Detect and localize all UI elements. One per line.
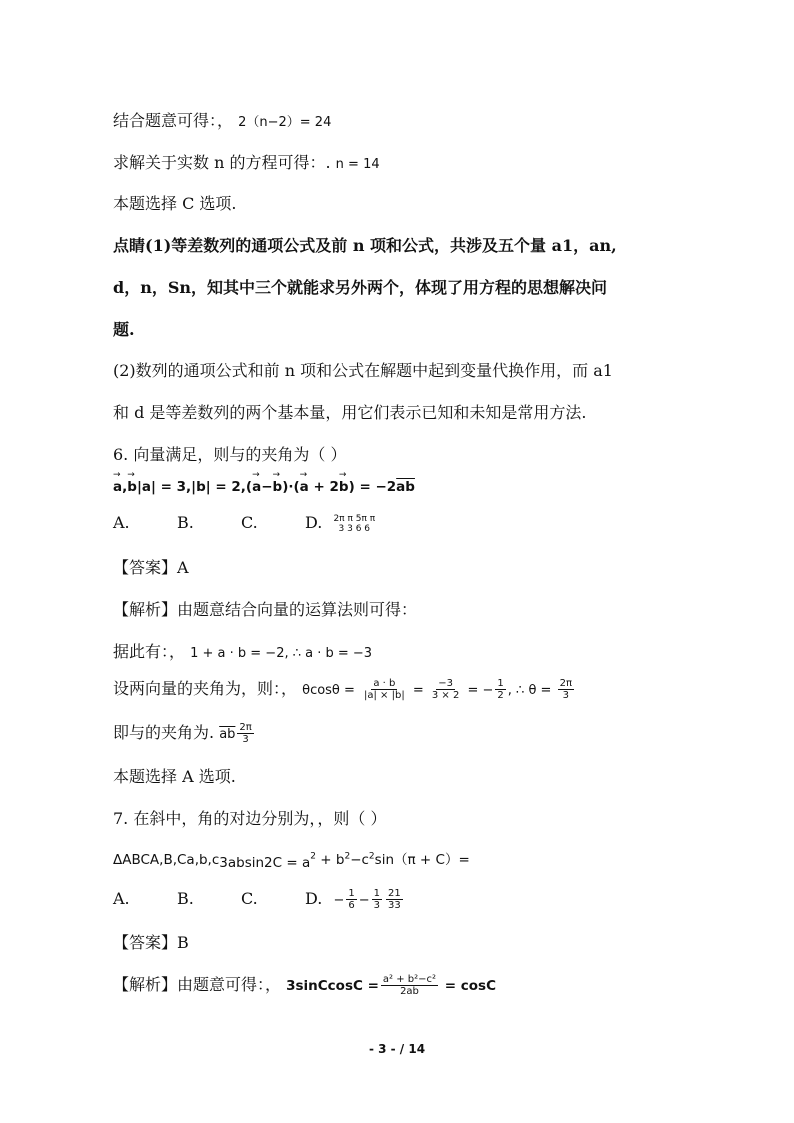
analysis-text: 【解析】由题意可得：， <box>113 975 282 994</box>
sup: 2 <box>310 851 316 862</box>
step-1-text: 据此有：， <box>113 642 186 661</box>
options-math <box>333 514 375 534</box>
options-math-top: 2π π 5π π <box>333 513 376 524</box>
cond-end: sin（π + C）= <box>374 852 470 868</box>
fraction-numerator: −3 <box>438 678 453 689</box>
analysis-math: 3sinCcosC = <box>286 978 379 994</box>
question-6-analysis: 【解析】由题意结合向量的运算法则可得： <box>113 600 418 619</box>
analysis-result: = cosC <box>440 978 496 994</box>
equals-negative: = − <box>463 683 494 698</box>
option-b: B. <box>177 889 194 908</box>
fraction-numerator: 2π <box>559 678 572 689</box>
tip-line-4: (2)数列的通项公式和前 n 项和公式在解题中起到变量代换作用，而 a1 <box>113 361 613 380</box>
neg-sign: − <box>333 893 345 908</box>
question-6-result <box>113 720 256 745</box>
fraction-numerator: a² + b²−c² <box>382 974 437 985</box>
tip-line-1: 点睛(1)等差数列的通项公式及前 n 项和公式，共涉及五个量 a1，an, <box>113 236 617 255</box>
fraction <box>381 974 438 997</box>
neg-sign: − <box>358 893 370 908</box>
minus: − <box>261 479 273 495</box>
tip-line-3: 题. <box>113 320 135 339</box>
line-2-math: n = 14 <box>335 157 380 172</box>
vec-b: → b <box>339 479 349 495</box>
options-math-bottom: 3 3 6 6 <box>338 523 371 534</box>
vec-a: → a <box>113 479 122 495</box>
vec-ab: $\overline{ab}$ <box>219 727 236 742</box>
eq-2: = 2,( <box>210 479 253 495</box>
question-6-condition <box>113 479 415 495</box>
fraction <box>430 678 461 701</box>
fraction-numerator: 1 <box>373 888 380 899</box>
question-7-answer: 【答案】B <box>113 933 189 952</box>
result-text: 即与的夹角为. <box>113 723 215 742</box>
fraction <box>386 888 403 911</box>
question-6-choice: 本题选择 A 选项. <box>113 767 236 786</box>
plus-2: + 2 <box>308 479 339 495</box>
line-2-text: 求解关于实数 n 的方程可得：. <box>113 153 331 172</box>
fraction-numerator: 1 <box>348 888 355 899</box>
question-6-answer: 【答案】A <box>113 558 189 577</box>
question-6-step-1 <box>113 639 372 662</box>
step-1-math: 1 + a · b = −2, ∴ a · b = −3 <box>190 646 373 661</box>
vec-a: → a <box>252 479 261 495</box>
question-7-condition <box>113 848 470 871</box>
option-b: B. <box>177 513 194 532</box>
cond-mid: + b <box>315 852 345 868</box>
line-2 <box>113 150 380 173</box>
fraction-numerator: 1 <box>497 678 504 689</box>
fraction-numerator: 21 <box>388 888 401 899</box>
vec-b: → b <box>273 479 283 495</box>
line-1 <box>113 108 331 131</box>
fraction-denominator: 2ab <box>400 986 419 997</box>
fraction-denominator: 6 <box>348 900 355 911</box>
option-c: C. <box>241 889 258 908</box>
fraction-denominator: 3 <box>373 900 380 911</box>
fraction <box>372 888 382 911</box>
fraction-numerator: 2π <box>239 722 252 733</box>
tip-line-5: 和 d 是等差数列的两个基本量，用它们表示已知和未知是常用方法. <box>113 403 587 422</box>
therefore: , ∴ θ = <box>507 683 556 698</box>
option-d: D. <box>305 889 323 908</box>
fraction-denominator: |a| × |b| <box>364 690 405 701</box>
question-6-options <box>113 513 377 534</box>
cond-main: ΔABCA,B,Ca,b,c <box>113 852 220 868</box>
page-footer: - 3 - / 14 <box>368 1042 426 1056</box>
question-7-title: 7. 在斜中，角的对边分别为，，则（ ） <box>113 809 387 828</box>
cond-mid2: −c <box>350 852 369 868</box>
fraction-denominator: 3 <box>242 734 249 745</box>
line-3: 本题选择 C 选项. <box>113 194 237 213</box>
vec-a: → a <box>300 479 309 495</box>
sup: 2 <box>344 851 351 862</box>
fraction <box>346 888 356 911</box>
question-7-options <box>113 888 405 911</box>
sup: 2 <box>368 851 375 862</box>
abs-b: |b| <box>191 479 211 495</box>
question-7-analysis <box>113 972 496 997</box>
vec-b: → b <box>127 479 137 495</box>
fraction <box>362 678 407 701</box>
eq-3: = 3, <box>155 479 192 495</box>
question-6-step-2 <box>113 676 576 701</box>
line-1-text: 结合题意可得：， <box>113 111 234 130</box>
fraction-denominator: 3 × 2 <box>431 690 460 701</box>
fraction-denominator: 33 <box>388 900 401 911</box>
fraction <box>558 678 574 701</box>
vec-ab: $\overline{ab}$ <box>396 479 415 495</box>
sep: , <box>122 479 128 495</box>
option-c: C. <box>241 513 258 532</box>
fraction <box>495 678 505 701</box>
fraction-denominator: 3 <box>562 690 569 701</box>
rhs: ) = −2 <box>348 479 397 495</box>
tip-line-2: d，n，Sn，知其中三个就能求另外两个，体现了用方程的思想解决问 <box>113 278 608 297</box>
option-a: A. <box>113 513 130 532</box>
dot-op: )·( <box>282 479 300 495</box>
step-2-math: θcosθ = <box>302 683 355 698</box>
step-2-text: 设两向量的夹角为，则：， <box>113 679 298 698</box>
question-6-title: 6. 向量满足，则与的夹角为（ ） <box>113 445 347 464</box>
fraction <box>237 722 253 745</box>
cond-sub: 3absin2C = a <box>219 855 311 871</box>
abs-a: |a| <box>136 479 156 495</box>
line-1-math: 2（n−2）= 24 <box>238 115 332 130</box>
fraction-denominator: 2 <box>497 690 504 701</box>
equals: = <box>408 683 428 698</box>
fraction-numerator: a · b <box>373 678 396 689</box>
option-a: A. <box>113 889 130 908</box>
option-d: D. <box>305 513 323 532</box>
